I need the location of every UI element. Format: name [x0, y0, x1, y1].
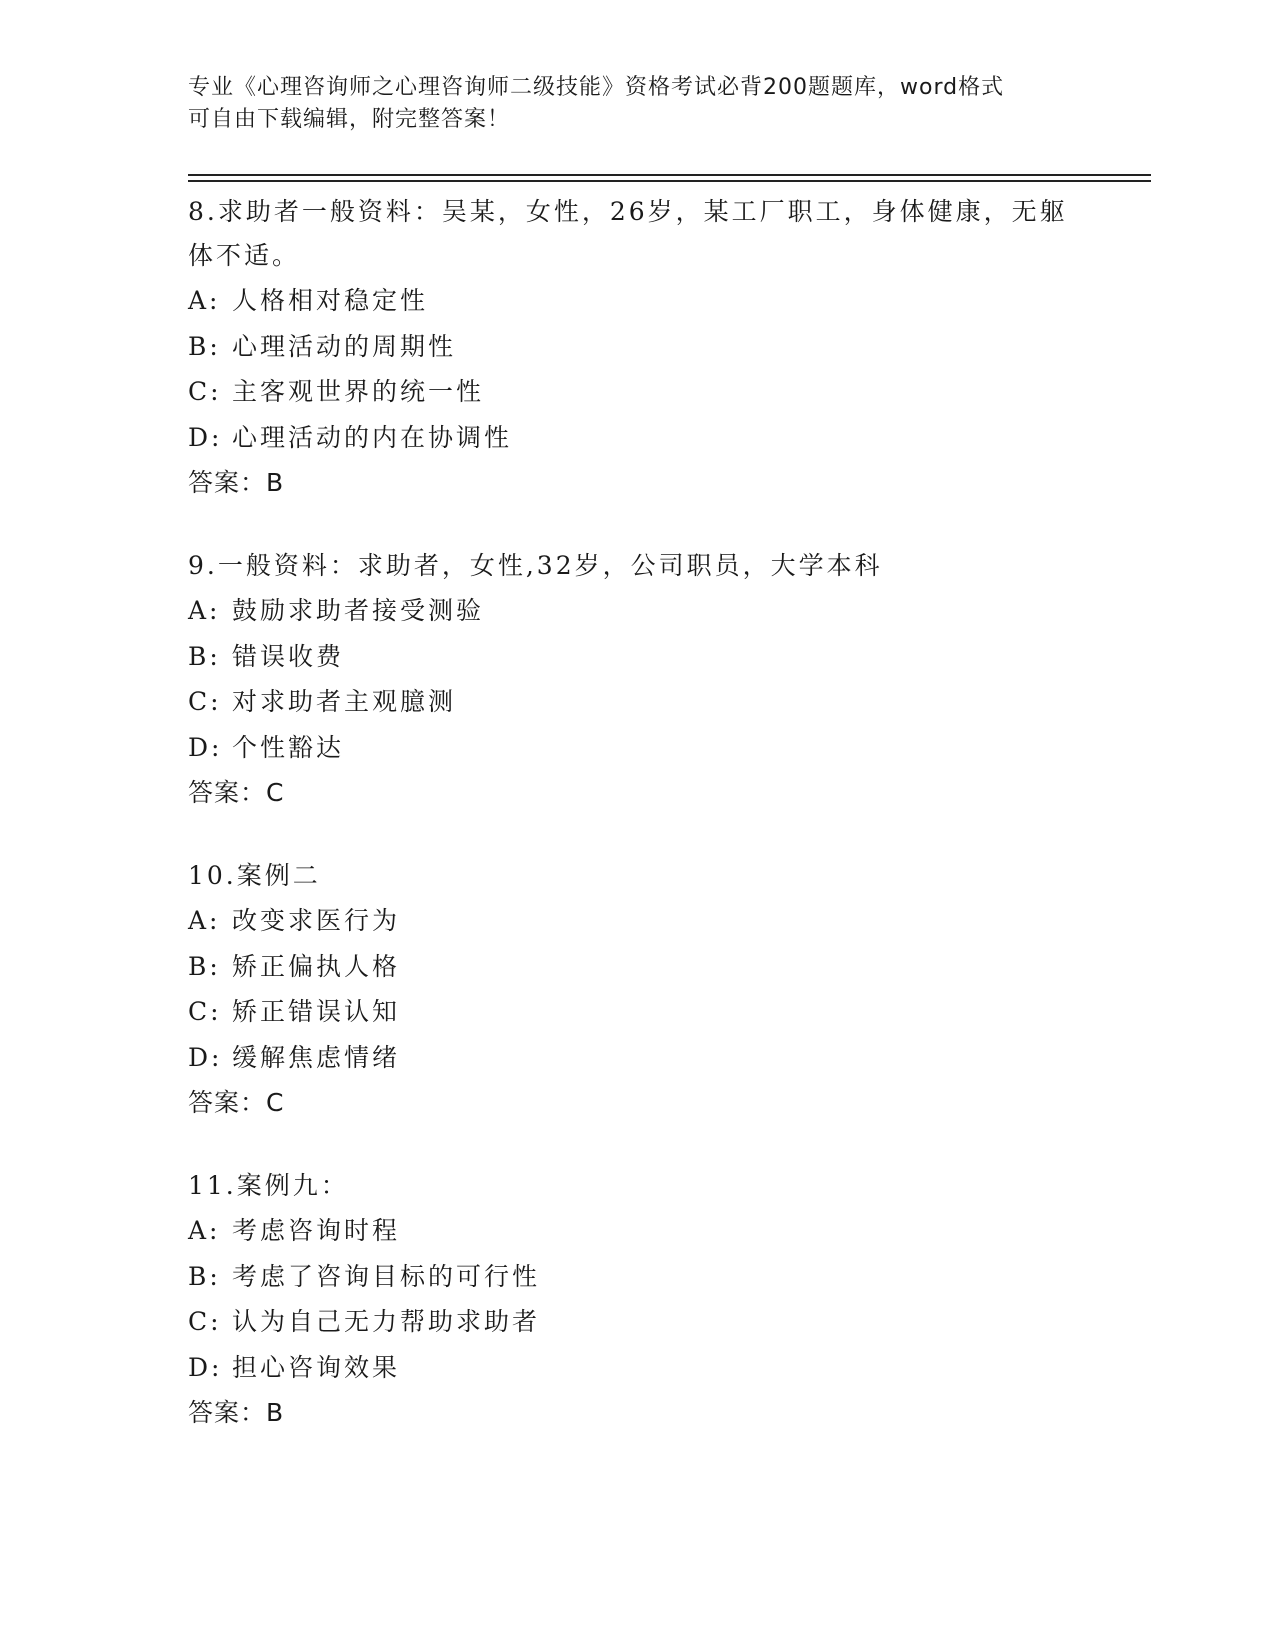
option-letter: A: [188, 286, 221, 315]
option-b [188, 1254, 1088, 1300]
option-b [188, 324, 1088, 370]
option-text: 个性豁达 [232, 732, 345, 762]
option-text: 鼓励求助者接受测验 [232, 596, 485, 625]
answer-line: 答案：C [188, 778, 285, 807]
option-letter: B: [188, 641, 221, 671]
option-letter: C: [188, 687, 222, 716]
option-c [188, 679, 1088, 725]
question-11 [188, 1164, 1088, 1436]
option-a [188, 278, 1088, 324]
option-letter: B: [188, 331, 221, 361]
option-letter: C: [188, 377, 222, 406]
header-divider-bottom [188, 180, 1151, 182]
answer-line: 答案：B [188, 1398, 285, 1427]
option-c [188, 369, 1088, 415]
option-text: 人格相对稳定性 [232, 286, 429, 315]
option-text: 担心咨询效果 [232, 1352, 401, 1382]
option-text: 错误收费 [232, 641, 345, 671]
header-line-1: 专业《心理咨询师之心理咨询师二级技能》资格考试必背200题题库，word格式 [188, 75, 1005, 100]
option-text: 考虑咨询时程 [232, 1216, 401, 1245]
option-c [188, 989, 1088, 1035]
option-text: 缓解焦虑情绪 [232, 1042, 401, 1072]
option-text: 主客观世界的统一性 [232, 377, 485, 406]
question-list [188, 190, 1088, 1474]
option-text: 心理活动的内在协调性 [232, 422, 513, 452]
option-letter: C: [188, 1307, 222, 1336]
option-d [188, 1035, 1088, 1081]
question-8 [188, 190, 1088, 506]
option-d [188, 415, 1088, 461]
option-b [188, 944, 1088, 990]
option-letter: A: [188, 906, 221, 935]
option-c [188, 1299, 1088, 1345]
question-stem: 10.案例二 [188, 861, 321, 890]
option-a [188, 898, 1088, 944]
question-stem: 9.一般资料：求助者，女性,32岁，公司职员，大学本科 [188, 551, 883, 580]
option-text: 改变求医行为 [232, 906, 401, 935]
option-letter: D: [188, 1042, 223, 1072]
option-letter: A: [188, 1216, 221, 1245]
header-divider-top [188, 174, 1151, 176]
option-letter: B: [188, 1261, 221, 1291]
document-header [188, 72, 1088, 136]
header-line-2: 可自由下载编辑，附完整答案！ [188, 107, 511, 132]
option-text: 心理活动的周期性 [232, 331, 457, 361]
question-stem: 11.案例九： [188, 1171, 349, 1200]
option-text: 矫正错误认知 [232, 997, 401, 1026]
option-a [188, 1208, 1088, 1254]
option-letter: D: [188, 1352, 223, 1382]
option-letter: D: [188, 422, 223, 452]
answer-line: 答案：B [188, 468, 285, 497]
question-9 [188, 544, 1088, 816]
option-d [188, 725, 1088, 771]
option-letter: B: [188, 951, 221, 981]
option-text: 矫正偏执人格 [232, 951, 401, 981]
option-letter: D: [188, 732, 223, 762]
question-stem: 8.求助者一般资料：吴某，女性，26岁，某工厂职工，身体健康，无躯体不适。 [188, 197, 1068, 270]
option-letter: A: [188, 596, 221, 625]
option-text: 认为自己无力帮助求助者 [232, 1307, 541, 1336]
option-text: 对求助者主观臆测 [232, 687, 457, 716]
option-d [188, 1345, 1088, 1391]
option-text: 考虑了咨询目标的可行性 [232, 1261, 541, 1291]
option-b [188, 634, 1088, 680]
answer-line: 答案：C [188, 1088, 285, 1117]
option-a [188, 588, 1088, 634]
question-10 [188, 854, 1088, 1126]
option-letter: C: [188, 997, 222, 1026]
